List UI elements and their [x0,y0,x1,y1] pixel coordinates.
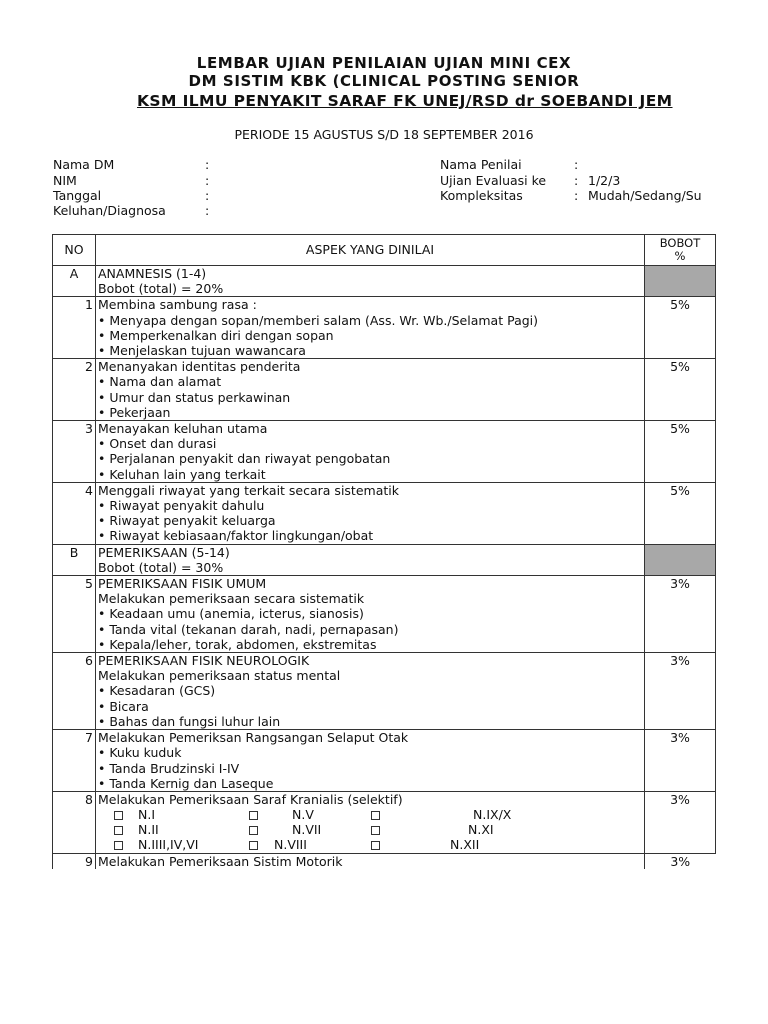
item-line: • Menyapa dengan sopan/memberi salam (Ass. Wr. Wb./Selamat Pagi) [98,312,539,328]
table-row [53,576,716,653]
item-line: • Kuku kuduk [98,745,182,761]
nerve-label: N.I [138,807,156,823]
item-aspek-cell [96,653,645,730]
info-sep: : [574,157,579,172]
nerve-label: N.XII [450,837,480,853]
info-sep: : [205,157,210,172]
nerve-label: N.VIII [274,837,307,853]
form-title-line-1: LEMBAR UJIAN PENILAIAN UJIAN MINI CEX [196,54,572,72]
table-row [53,853,716,869]
form-title-line-3: KSM ILMU PENYAKIT SARAF FK UNEJ/RSD dr SOEBANDI JEM [137,92,673,110]
item-line: • Keluhan lain yang terkait [98,466,266,482]
nerve-label: N.IIII,IV,VI [138,837,199,853]
section-title-cell [96,544,645,575]
checkbox-n-i[interactable] [114,811,123,820]
checkbox-n-xi[interactable] [371,826,380,835]
table-row [53,297,716,359]
item-line: PEMERIKSAAN FISIK NEUROLOGIK [98,653,310,669]
item-line: • Keadaan umu (anemia, icterus, sianosis) [98,606,364,622]
item-line: Menayakan keluhan utama [98,421,268,437]
item-line: Menggali riwayat yang terkait secara sistematik [98,482,399,498]
col-header-aspek: ASPEK YANG DINILAI [96,235,645,266]
table-row [53,653,716,730]
info-label-nama-dm: Nama DM [53,157,115,172]
col-header-no: NO [53,235,96,266]
item-line: • Memperkenalkan diri dengan sopan [98,327,334,343]
item-line: • Menjelaskan tujuan wawancara [98,343,306,359]
table-row [53,359,716,421]
info-label-ujian-evaluasi: Ujian Evaluasi ke [440,173,547,188]
info-label-nim: NIM [53,173,77,188]
nerve-label: N.VII [292,822,322,838]
section-bobot: Bobot (total) = 30% [98,559,224,575]
nerve-checkbox-row [98,807,642,822]
item-number: 2 [53,359,96,421]
item-number: 9 [53,853,96,869]
item-line: • Tanda Kernig dan Laseque [98,775,274,791]
table-row [53,791,716,853]
item-aspek-cell [96,482,645,544]
nerve-label: N.II [138,822,159,838]
item-aspek-cell [96,359,645,421]
section-letter: A [53,266,96,297]
item-line: • Umur dan status perkawinan [98,389,291,405]
item-aspek-cell [96,853,645,869]
item-bobot: 5% [645,421,716,483]
item-bobot: 5% [645,297,716,359]
checkbox-n-xii[interactable] [371,841,380,850]
section-bobot-cell [645,544,716,575]
item-number: 5 [53,576,96,653]
item-bobot: 3% [645,853,716,869]
bobot-percent-label: % [674,249,686,263]
item-bobot: 5% [645,359,716,421]
form-title-line-2: DM SISTIM KBK (CLINICAL POSTING SENIOR [188,72,580,90]
item-line: Menanyakan identitas penderita [98,359,301,375]
item-bobot: 3% [645,576,716,653]
item-line: • Onset dan durasi [98,436,217,452]
nerve-label: N.V [292,807,314,823]
checkbox-n-iii-iv-vi[interactable] [114,841,123,850]
item-line: Melakukan Pemeriksaan Sistim Motorik [98,853,343,869]
info-sep: : [205,203,210,218]
item-line: • Kesadaran (GCS) [98,683,216,699]
item-aspek-cell [96,576,645,653]
section-bobot: Bobot (total) = 20% [98,281,224,297]
item-line: • Nama dan alamat [98,374,222,390]
item-line: • Bicara [98,698,149,714]
info-sep: : [205,173,210,188]
table-header-row [53,235,716,266]
section-title: ANAMNESIS (1-4) [98,266,207,281]
item-number: 8 [53,791,96,853]
section-title: PEMERIKSAAN (5-14) [98,544,230,560]
section-title-cell [96,266,645,297]
table-row [53,482,716,544]
item-aspek-cell [96,297,645,359]
col-header-bobot [645,235,716,266]
item-bobot: 3% [645,791,716,853]
item-bobot: 3% [645,653,716,730]
item-line: Melakukan pemeriksaan status mental [98,668,341,684]
item-aspek-cell [96,791,645,853]
checkbox-n-vii[interactable] [249,826,258,835]
item-line: Melakukan pemeriksaan secara sistematik [98,591,365,607]
item-line: • Riwayat penyakit keluarga [98,513,276,529]
item-line: Melakukan Pemeriksaan Saraf Kranialis (selektif) [98,791,403,807]
section-bobot-cell [645,266,716,297]
item-bobot: 3% [645,730,716,792]
nerve-label: N.IX/X [473,807,512,823]
info-label-nama-penilai: Nama Penilai [440,157,522,172]
item-line: • Riwayat penyakit dahulu [98,498,265,514]
item-line: PEMERIKSAAN FISIK UMUM [98,576,267,592]
nerve-checkbox-row [98,822,642,837]
info-sep: : [574,188,579,203]
info-label-keluhan: Keluhan/Diagnosa [53,203,166,218]
item-line: Melakukan Pemeriksan Rangsangan Selaput Otak [98,730,409,746]
info-label-tanggal: Tanggal [53,188,102,203]
section-letter: B [53,544,96,575]
info-value-ujian-evaluasi: 1/2/3 [588,173,621,188]
info-sep: : [574,173,579,188]
item-line: Membina sambung rasa : [98,297,257,313]
checkbox-n-v[interactable] [249,811,258,820]
bobot-label: BOBOT [659,236,701,250]
item-line: • Riwayat kebiasaan/faktor lingkungan/obat [98,528,374,544]
assessment-table [52,234,716,869]
item-line: • Kepala/leher, torak, abdomen, ekstremitas [98,636,377,652]
item-number: 4 [53,482,96,544]
checkbox-n-viii[interactable] [249,841,258,850]
info-label-kompleksitas: Kompleksitas [440,188,523,203]
nerve-checkbox-row [98,837,642,852]
section-row [53,544,716,575]
item-number: 7 [53,730,96,792]
period-text: PERIODE 15 AGUSTUS S/D 18 SEPTEMBER 2016 [234,127,534,142]
item-line: • Bahas dan fungsi luhur lain [98,713,281,729]
item-line: • Perjalanan penyakit dan riwayat pengobatan [98,451,391,467]
info-sep: : [205,188,210,203]
item-aspek-cell [96,421,645,483]
item-line: • Tanda vital (tekanan darah, nadi, pernapasan) [98,621,399,637]
item-bobot: 5% [645,482,716,544]
section-row [53,266,716,297]
item-number: 1 [53,297,96,359]
nerve-label: N.XI [468,822,494,838]
item-line: • Tanda Brudzinski I-IV [98,760,240,776]
info-value-kompleksitas: Mudah/Sedang/Su [588,188,702,203]
item-number: 6 [53,653,96,730]
table-row [53,730,716,792]
item-number: 3 [53,421,96,483]
item-line: • Pekerjaan [98,404,171,420]
checkbox-n-ii[interactable] [114,826,123,835]
item-aspek-cell [96,730,645,792]
checkbox-n-ix-x[interactable] [371,811,380,820]
table-row [53,421,716,483]
